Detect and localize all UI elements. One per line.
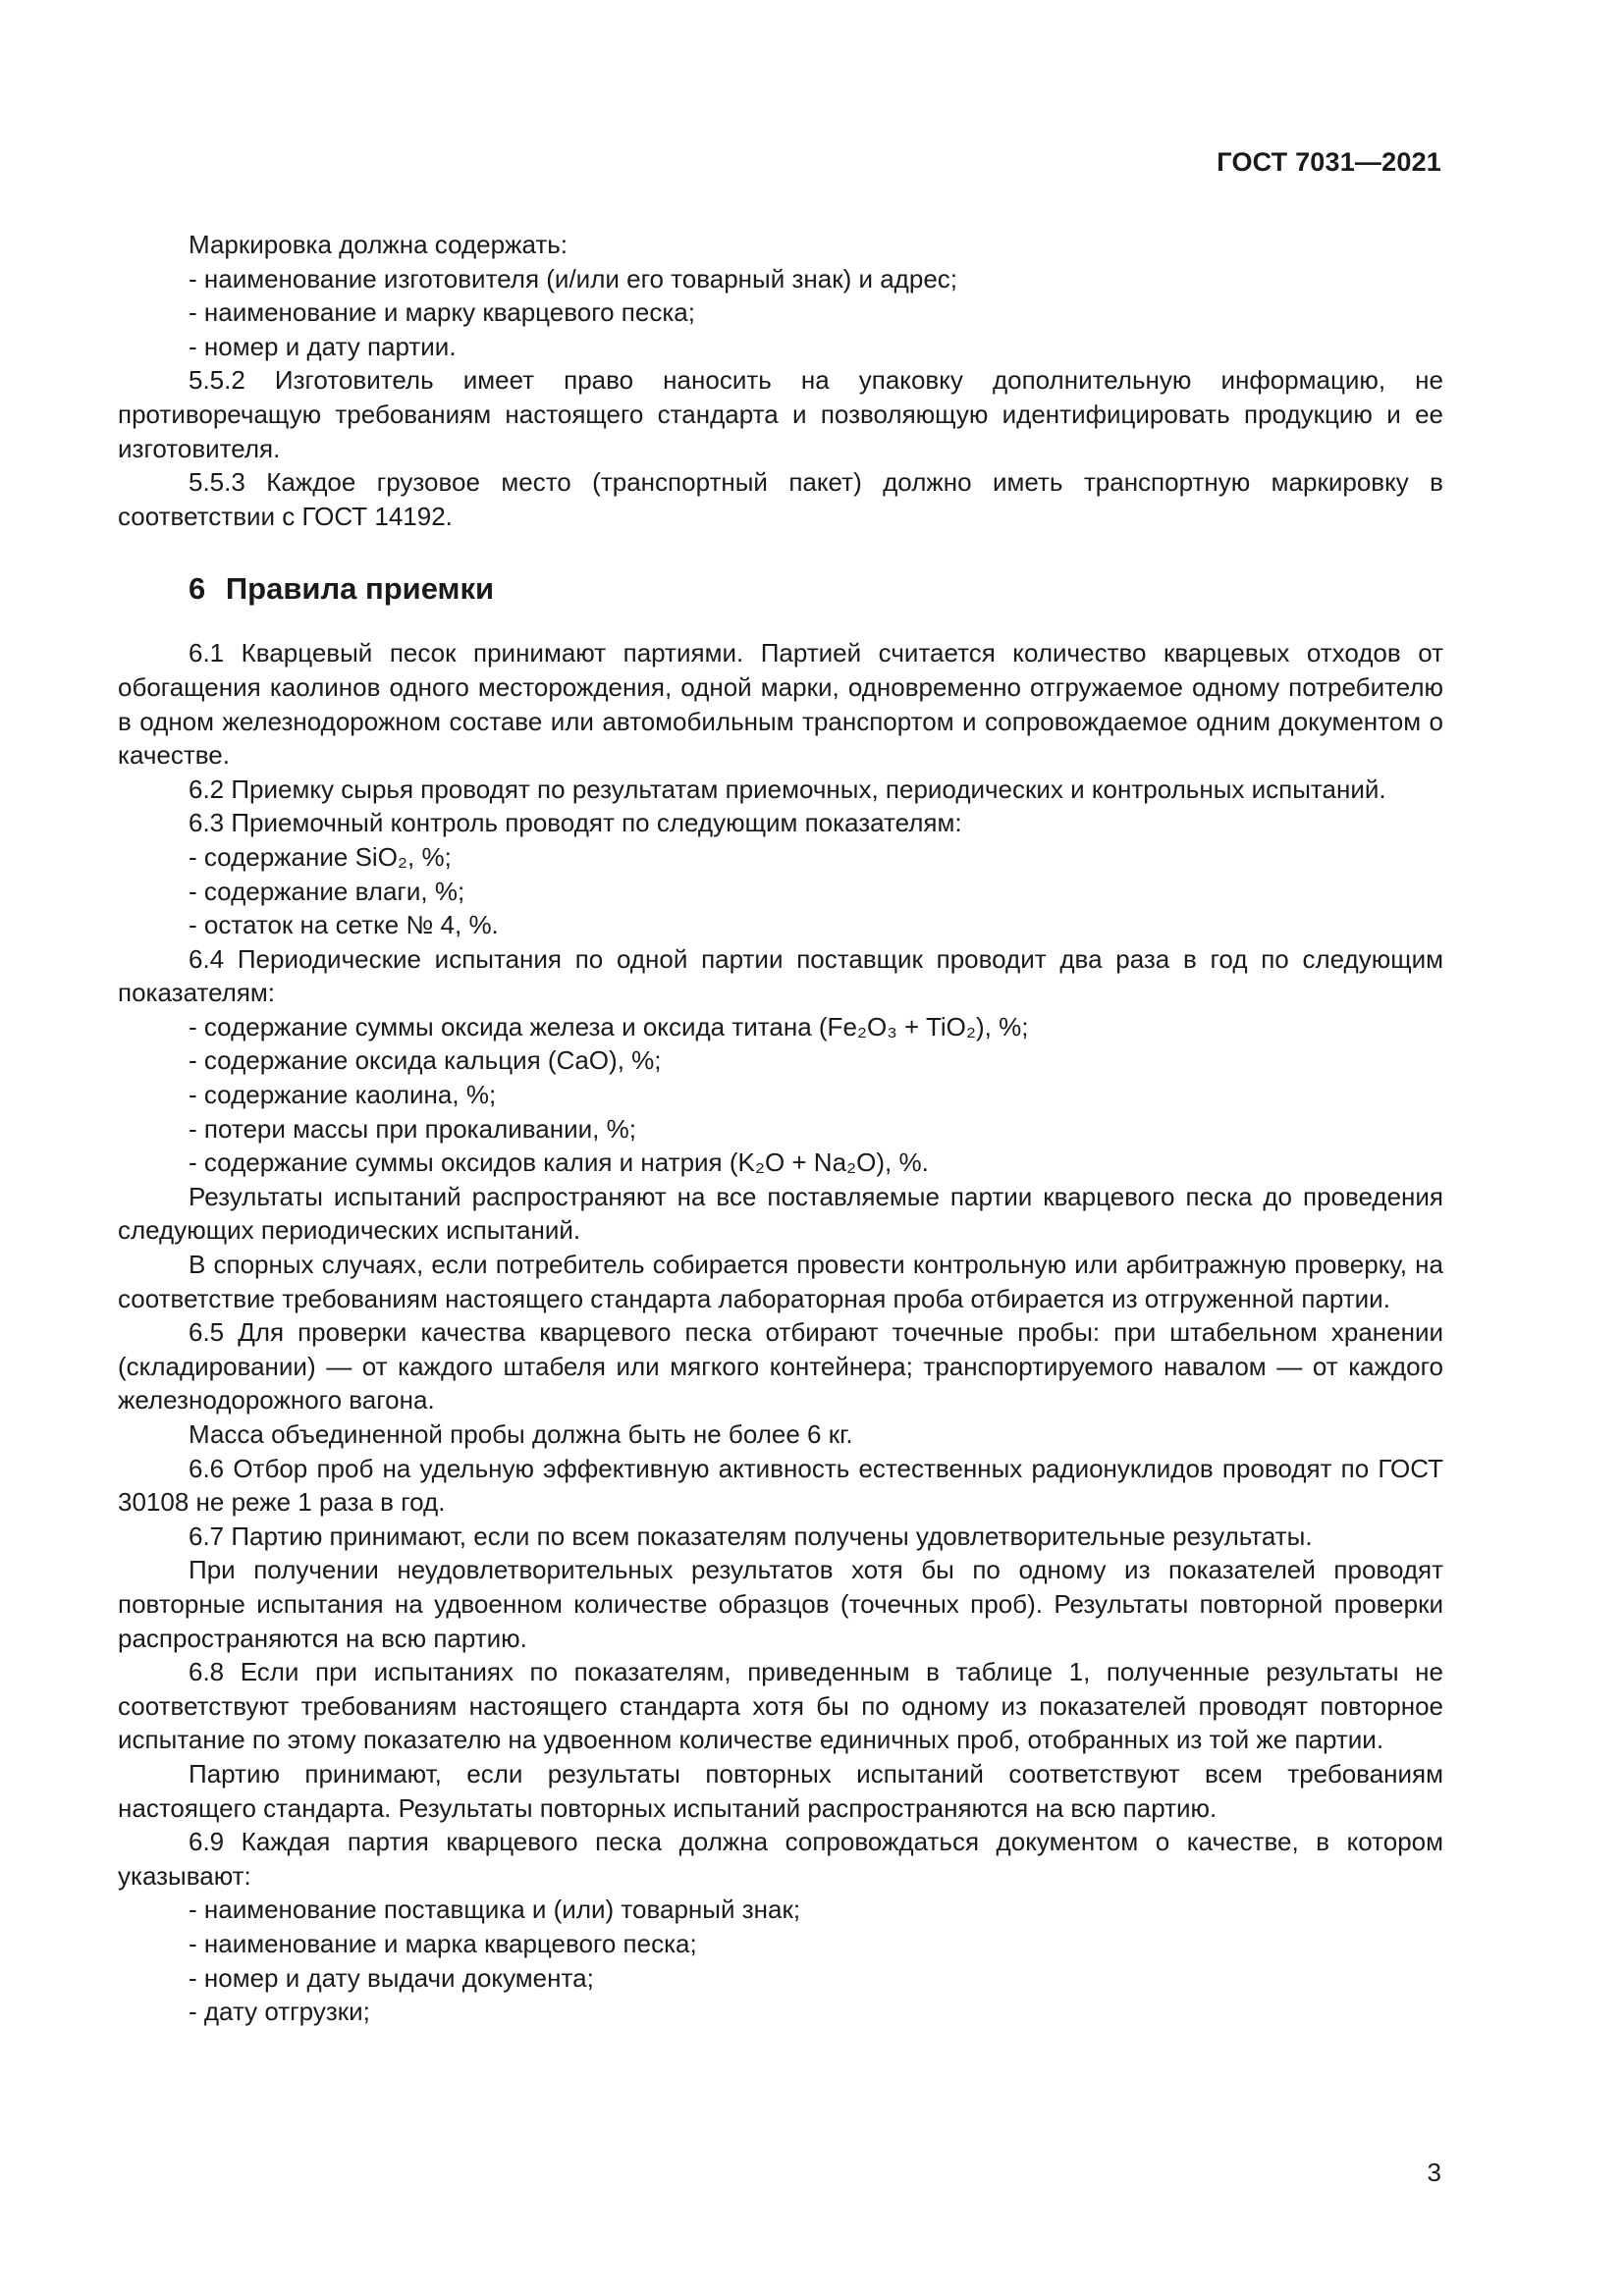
paragraph: 5.5.2 Изготовитель имеет право наносить на упаковку дополнительную информацию, не противоречащую требованиям настоящего стандарта и позволяющую идентифицировать продукцию и ее изготовителя.: [118, 365, 1443, 463]
section-number: 6: [189, 571, 206, 607]
list-item: - потери массы при прокаливании, %;: [189, 1113, 636, 1144]
paragraph: 6.6 Отбор проб на удельную эффективную активность естественных радионуклидов проводят по ГОСТ 30108 не реже 1 раза в год.: [118, 1453, 1443, 1518]
section-6-body: [118, 636, 1443, 2028]
paragraph: При получении неудовлетворительных результатов хотя бы по одному из показателей проводят повторные испытания на удвоенном количестве образцов (точечных проб). Результаты повторной проверки распространяются на всю партию.: [118, 1555, 1443, 1653]
section-5-continuation: [118, 228, 1443, 533]
list-item: - остаток на сетке № 4, %.: [189, 910, 499, 940]
paragraph: 6.7 Партию принимают, если по всем показателям получены удовлетворительные результаты.: [189, 1521, 1313, 1551]
paragraph: 6.2 Приемку сырья проводят по результатам приемочных, периодических и контрольных испытаний.: [189, 774, 1386, 804]
document-number-header: ГОСТ 7031—2021: [1217, 147, 1441, 177]
list-item: - содержание суммы оксида железа и оксида титана (Fe₂O₃ + TiO₂), %;: [189, 1011, 1029, 1041]
paragraph: 6.5 Для проверки качества кварцевого песка отбирают точечные пробы: при штабельном хранении (складировании) — от каждого штабеля или мягкого контейнера; транспортируемого навалом — от каждого железнодорожного вагона.: [118, 1317, 1443, 1415]
paragraph: 6.1 Кварцевый песок принимают партиями. Партией считается количество кварцевых отходов от обогащения каолинов одного месторождения, одной марки, одновременно отгружаемое одному потребителю в одном железнодорожном составе или автомобильным транспортом и сопровождаемое одним документом о качестве.: [118, 638, 1443, 771]
list-item: - номер и дату выдачи документа;: [189, 1962, 594, 1993]
list-item: - наименование изготовителя (и/или его товарный знак) и адрес;: [189, 263, 957, 294]
list-item: - содержание оксида кальция (CaO), %;: [189, 1045, 662, 1076]
page-content: [118, 228, 1443, 2029]
list-item: - содержание SiO₂, %;: [189, 841, 452, 872]
paragraph: Партию принимают, если результаты повторных испытаний соответствуют всем требованиям настоящего стандарта. Результаты повторных испытаний распространяются на всю партию.: [118, 1758, 1443, 1823]
list-item: - содержание суммы оксидов калия и натрия (K₂O + Na₂O), %.: [189, 1148, 929, 1178]
page-number: 3: [1427, 2158, 1441, 2187]
paragraph: 6.4 Периодические испытания по одной партии поставщик проводит два раза в год по следующим показателям:: [118, 943, 1443, 1008]
paragraph: Масса объединенной пробы должна быть не более 6 кг.: [189, 1419, 853, 1449]
paragraph: Результаты испытаний распространяют на все поставляемые партии кварцевого песка до проведения следующих периодических испытаний.: [118, 1181, 1443, 1246]
section-heading: [189, 569, 1443, 609]
paragraph: 6.8 Если при испытаниях по показателям, приведенным в таблице 1, полученные результаты не соответствуют требованиям настоящего стандарта хотя бы по одному из показателей проводят повторное испытание по этому показателю на удвоенном количестве единичных проб, отобранных из той же партии.: [118, 1657, 1443, 1755]
section-title: Правила приемки: [225, 571, 495, 607]
list-item: - номер и дату партии.: [189, 331, 457, 361]
list-item: - наименование и марку кварцевого песка;: [189, 297, 695, 328]
list-item: - дату отгрузки;: [189, 1997, 370, 2027]
list-item: - содержание влаги, %;: [189, 876, 465, 906]
list-item: - содержание каолина, %;: [189, 1080, 497, 1110]
list-item: - наименование и марка кварцевого песка;: [189, 1928, 697, 1958]
paragraph: В спорных случаях, если потребитель собирается провести контрольную или арбитражную проверку, на соответствие требованиям настоящего стандарта лабораторная проба отбирается из отгруженной партии.: [118, 1250, 1443, 1313]
paragraph: 5.5.3 Каждое грузовое место (транспортный пакет) должно иметь транспортную маркировку в соответствии с ГОСТ 14192.: [118, 467, 1443, 531]
paragraph: 6.9 Каждая партия кварцевого песка должна сопровождаться документом о качестве, в котором указывают:: [118, 1827, 1443, 1891]
paragraph: Маркировка должна содержать:: [189, 230, 568, 259]
list-item: - наименование поставщика и (или) товарный знак;: [189, 1895, 801, 1925]
paragraph: 6.3 Приемочный контроль проводят по следующим показателям:: [189, 808, 962, 838]
